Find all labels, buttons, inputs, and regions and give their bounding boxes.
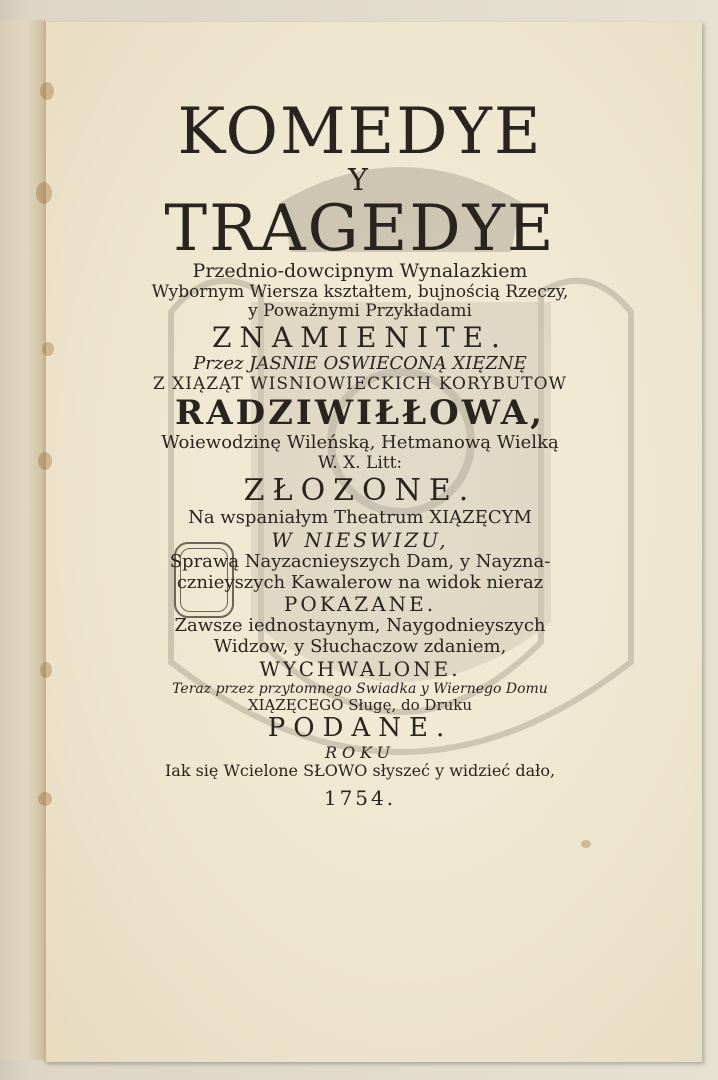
venue-line: Na wspaniałym Theatrum XIĄZĘCYM (188, 507, 532, 529)
foxing-stain (38, 452, 52, 470)
praise-line: Zawsze iednostaynym, Naygodnieyszych (174, 615, 546, 637)
title-tragedye: TRAGEDYE (164, 192, 556, 266)
year-label: ROKU (324, 742, 396, 762)
foxing-stain (40, 82, 54, 100)
foxing-stain (42, 342, 54, 356)
title-text (110, 95, 610, 810)
heading-podane: PODANE. (267, 712, 453, 743)
author-title-abbrev: W. X. Litt: (317, 453, 403, 474)
year-phrase: Iak się Wcielone SŁOWO słyszeć y widzieć dało, (164, 761, 556, 781)
praise-line: Widzow, y Słuchaczow zdaniem, (213, 635, 507, 657)
author-name: RADZIWIŁŁOWA, (174, 393, 546, 434)
foxing-stain (38, 792, 52, 806)
title-komedye: KOMEDYE (177, 95, 543, 169)
author-intro: Przez JASNIE OSWIECONĄ XIĘZNĘ (193, 353, 527, 375)
heading-pokazane: POKAZANE. (283, 592, 437, 617)
left-page-edge (0, 20, 45, 1060)
subtitle-line: y Poważnymi Przykładami (248, 301, 472, 322)
publication-year: 1754. (323, 785, 397, 810)
subtitle-line: Wybornym Wiersza kształtem, bujnością Rzeczy, (151, 281, 569, 302)
performance-line: Sprawą Nayzacnieyszych Dam, y Nayzna- (169, 550, 551, 572)
performance-line: cznieyszych Kawalerow na widok nieraz (176, 571, 544, 593)
author-lineage: Z XIĄZĄT WISNIOWIECKICH KORYBUTOW (152, 373, 568, 394)
venue-place: W NIESWIZU, (271, 527, 449, 552)
subtitle-line: Przednio-dowcipnym Wynalazkiem (192, 260, 528, 282)
publisher-line: Teraz przez przytomnego Swiadka y Wiernego Domu (172, 680, 548, 697)
heading-wychwalone: WYCHWALONE. (259, 656, 461, 681)
heading-znamienite: ZNAMIENITE. (212, 320, 508, 354)
foxing-stain (36, 182, 52, 204)
title-conjunction: Y (348, 163, 372, 198)
author-title: Woiewodzinę Wileńską, Hetmanową Wielką (161, 432, 559, 454)
heading-zlozone: ZŁOZONE. (243, 472, 477, 508)
foxing-stain (581, 840, 591, 848)
foxing-stain (40, 662, 52, 678)
publisher-line: XIĄZĘCEGO Sługę, do Druku (247, 695, 473, 714)
